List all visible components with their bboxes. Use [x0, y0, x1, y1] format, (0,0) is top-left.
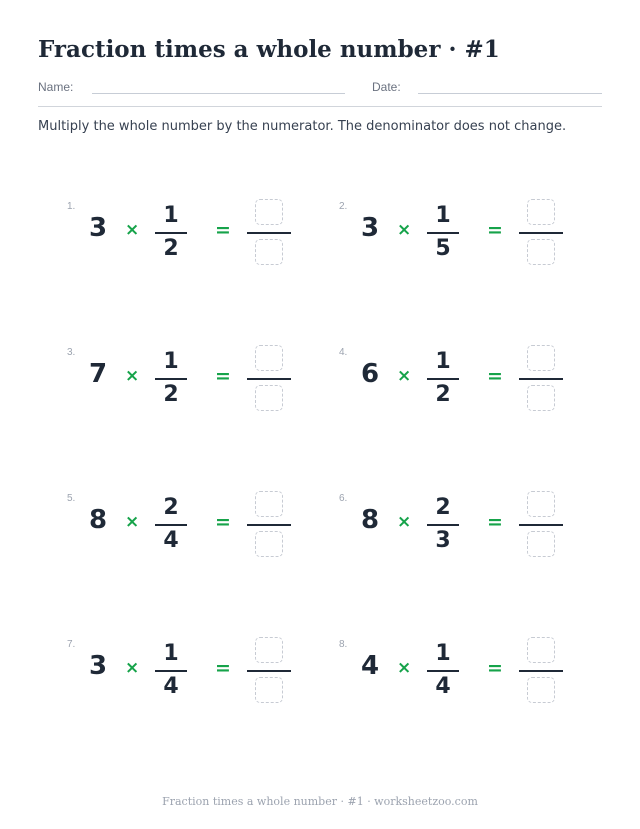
problem-number: 8.: [339, 639, 348, 650]
answer-fraction: [247, 491, 291, 559]
fraction: [155, 201, 187, 265]
equals-sign: =: [487, 511, 503, 533]
fraction: [427, 493, 459, 557]
times-sign: ×: [125, 512, 140, 532]
answer-numerator-box[interactable]: [527, 345, 555, 371]
answer-numerator-box[interactable]: [255, 491, 283, 517]
equals-sign: =: [487, 657, 503, 679]
fraction-bar: [155, 378, 187, 380]
problem-card: [339, 347, 599, 427]
name-label: Name:: [38, 80, 74, 94]
whole-number: 8: [361, 505, 380, 535]
problem-card: [67, 201, 327, 281]
numerator: 2: [435, 495, 451, 520]
equals-sign: =: [215, 511, 231, 533]
problem-number: 3.: [67, 347, 76, 358]
whole-number: 3: [89, 651, 108, 681]
times-sign: ×: [125, 220, 140, 240]
instructions: Multiply the whole number by the numerator. The denominator does not change.: [38, 119, 567, 134]
problem-card: [339, 493, 599, 573]
answer-fraction-bar: [519, 378, 563, 380]
fraction-bar: [155, 524, 187, 526]
answer-numerator-box[interactable]: [255, 345, 283, 371]
fraction-bar: [427, 378, 459, 380]
answer-numerator-box[interactable]: [527, 199, 555, 225]
fraction-bar: [427, 524, 459, 526]
worksheet-title: Fraction times a whole number · #1: [38, 36, 500, 63]
problem-card: [339, 201, 599, 281]
equals-sign: =: [215, 365, 231, 387]
fraction: [155, 347, 187, 411]
problem-number: 4.: [339, 347, 348, 358]
name-field-line[interactable]: [92, 93, 345, 94]
fraction-bar: [155, 232, 187, 234]
equals-sign: =: [215, 219, 231, 241]
answer-fraction: [247, 637, 291, 705]
problem-card: [339, 639, 599, 719]
answer-denominator-box[interactable]: [527, 531, 555, 557]
answer-numerator-box[interactable]: [527, 491, 555, 517]
numerator: 1: [163, 349, 179, 374]
answer-denominator-box[interactable]: [255, 239, 283, 265]
times-sign: ×: [397, 512, 412, 532]
answer-fraction: [519, 491, 563, 559]
problem-card: [67, 493, 327, 573]
denominator: 2: [163, 382, 179, 407]
page-footer: Fraction times a whole number · #1 · worksheetzoo.com: [162, 795, 478, 808]
equals-sign: =: [487, 219, 503, 241]
answer-fraction-bar: [519, 524, 563, 526]
answer-fraction: [519, 199, 563, 267]
answer-numerator-box[interactable]: [527, 637, 555, 663]
times-sign: ×: [397, 658, 412, 678]
times-sign: ×: [125, 658, 140, 678]
denominator: 4: [435, 674, 451, 699]
answer-fraction-bar: [519, 670, 563, 672]
answer-denominator-box[interactable]: [527, 239, 555, 265]
fraction: [427, 639, 459, 703]
fraction-bar: [427, 232, 459, 234]
answer-fraction-bar: [247, 232, 291, 234]
answer-fraction: [247, 345, 291, 413]
answer-fraction-bar: [247, 670, 291, 672]
answer-denominator-box[interactable]: [527, 385, 555, 411]
answer-fraction-bar: [519, 232, 563, 234]
times-sign: ×: [397, 366, 412, 386]
fraction: [427, 201, 459, 265]
answer-fraction: [247, 199, 291, 267]
denominator: 4: [163, 528, 179, 553]
problem-number: 5.: [67, 493, 76, 504]
answer-fraction-bar: [247, 524, 291, 526]
date-field-line[interactable]: [418, 93, 602, 94]
denominator: 2: [435, 382, 451, 407]
answer-fraction: [519, 345, 563, 413]
answer-numerator-box[interactable]: [255, 199, 283, 225]
numerator: 1: [435, 203, 451, 228]
problem-number: 7.: [67, 639, 76, 650]
whole-number: 6: [361, 359, 380, 389]
fraction: [155, 493, 187, 557]
answer-denominator-box[interactable]: [255, 531, 283, 557]
answer-denominator-box[interactable]: [255, 677, 283, 703]
numerator: 1: [163, 203, 179, 228]
fraction: [155, 639, 187, 703]
answer-fraction: [519, 637, 563, 705]
problem-card: [67, 639, 327, 719]
numerator: 1: [163, 641, 179, 666]
answer-numerator-box[interactable]: [255, 637, 283, 663]
date-label: Date:: [372, 80, 401, 94]
whole-number: 3: [361, 213, 380, 243]
denominator: 5: [435, 236, 451, 261]
whole-number: 3: [89, 213, 108, 243]
times-sign: ×: [125, 366, 140, 386]
denominator: 2: [163, 236, 179, 261]
header-divider: [38, 106, 602, 107]
fraction: [427, 347, 459, 411]
problem-number: 6.: [339, 493, 348, 504]
answer-fraction-bar: [247, 378, 291, 380]
numerator: 1: [435, 349, 451, 374]
equals-sign: =: [215, 657, 231, 679]
problem-number: 1.: [67, 201, 76, 212]
times-sign: ×: [397, 220, 412, 240]
numerator: 1: [435, 641, 451, 666]
answer-denominator-box[interactable]: [255, 385, 283, 411]
problem-number: 2.: [339, 201, 348, 212]
denominator: 4: [163, 674, 179, 699]
whole-number: 8: [89, 505, 108, 535]
denominator: 3: [435, 528, 451, 553]
equals-sign: =: [487, 365, 503, 387]
fraction-bar: [427, 670, 459, 672]
fraction-bar: [155, 670, 187, 672]
answer-denominator-box[interactable]: [527, 677, 555, 703]
numerator: 2: [163, 495, 179, 520]
whole-number: 7: [89, 359, 108, 389]
whole-number: 4: [361, 651, 380, 681]
problem-card: [67, 347, 327, 427]
